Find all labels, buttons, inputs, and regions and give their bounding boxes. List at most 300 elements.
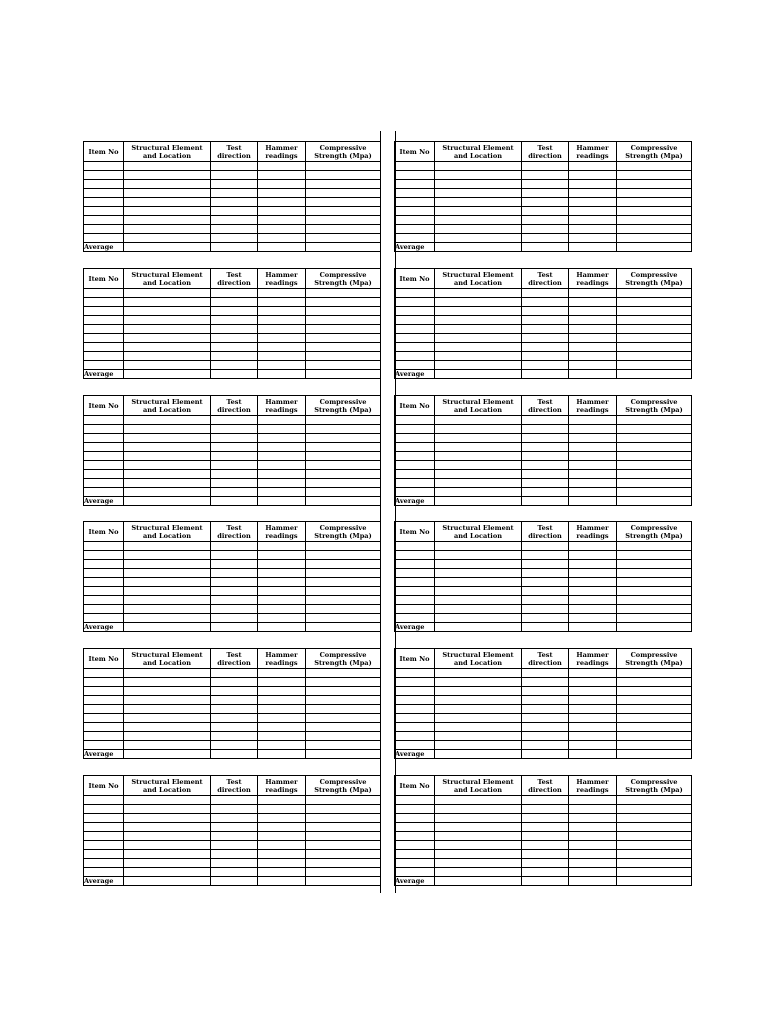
cell-hammer-readings[interactable] xyxy=(569,796,617,805)
cell-hammer-readings[interactable] xyxy=(258,225,306,234)
cell-item-no[interactable] xyxy=(84,569,124,578)
cell-test-direction[interactable] xyxy=(522,705,569,714)
cell-hammer-readings[interactable] xyxy=(569,614,617,623)
cell-item-no[interactable] xyxy=(84,714,124,723)
cell-structural-element[interactable] xyxy=(124,352,211,361)
cell-structural-element[interactable] xyxy=(435,352,522,361)
cell-compressive-strength[interactable] xyxy=(617,162,692,171)
cell-hammer-readings[interactable] xyxy=(258,723,306,732)
cell-test-direction[interactable] xyxy=(522,578,569,587)
cell-item-no[interactable] xyxy=(395,180,435,189)
cell-structural-element[interactable] xyxy=(435,307,522,316)
cell-test-direction[interactable] xyxy=(522,198,569,207)
cell-test-direction[interactable] xyxy=(211,569,258,578)
cell-test-direction[interactable] xyxy=(211,696,258,705)
cell-test-direction[interactable] xyxy=(211,551,258,560)
cell-compressive-strength[interactable] xyxy=(617,452,692,461)
cell-item-no[interactable] xyxy=(84,234,124,243)
cell-hammer-readings[interactable] xyxy=(258,334,306,343)
cell-compressive-strength[interactable] xyxy=(306,714,381,723)
cell-compressive-strength[interactable] xyxy=(306,470,381,479)
cell-item-no[interactable] xyxy=(84,832,124,841)
average-structural-element[interactable] xyxy=(124,243,211,252)
cell-item-no[interactable] xyxy=(395,569,435,578)
cell-structural-element[interactable] xyxy=(435,479,522,488)
cell-structural-element[interactable] xyxy=(124,569,211,578)
cell-compressive-strength[interactable] xyxy=(617,859,692,868)
cell-compressive-strength[interactable] xyxy=(306,479,381,488)
cell-compressive-strength[interactable] xyxy=(617,298,692,307)
cell-compressive-strength[interactable] xyxy=(306,678,381,687)
cell-item-no[interactable] xyxy=(395,225,435,234)
cell-compressive-strength[interactable] xyxy=(306,361,381,370)
cell-structural-element[interactable] xyxy=(124,479,211,488)
cell-structural-element[interactable] xyxy=(435,705,522,714)
cell-item-no[interactable] xyxy=(84,479,124,488)
cell-structural-element[interactable] xyxy=(435,741,522,750)
cell-hammer-readings[interactable] xyxy=(569,452,617,461)
cell-compressive-strength[interactable] xyxy=(617,325,692,334)
cell-structural-element[interactable] xyxy=(435,850,522,859)
cell-hammer-readings[interactable] xyxy=(569,352,617,361)
cell-test-direction[interactable] xyxy=(522,470,569,479)
cell-hammer-readings[interactable] xyxy=(258,714,306,723)
cell-test-direction[interactable] xyxy=(211,850,258,859)
average-structural-element[interactable] xyxy=(124,497,211,506)
cell-compressive-strength[interactable] xyxy=(617,434,692,443)
cell-item-no[interactable] xyxy=(395,343,435,352)
cell-test-direction[interactable] xyxy=(211,425,258,434)
cell-hammer-readings[interactable] xyxy=(258,470,306,479)
cell-item-no[interactable] xyxy=(395,859,435,868)
cell-structural-element[interactable] xyxy=(435,189,522,198)
cell-structural-element[interactable] xyxy=(124,289,211,298)
average-structural-element[interactable] xyxy=(124,750,211,759)
cell-item-no[interactable] xyxy=(395,687,435,696)
cell-item-no[interactable] xyxy=(395,298,435,307)
cell-hammer-readings[interactable] xyxy=(569,171,617,180)
average-compressive-strength[interactable] xyxy=(306,497,381,506)
cell-compressive-strength[interactable] xyxy=(617,823,692,832)
cell-test-direction[interactable] xyxy=(522,732,569,741)
cell-hammer-readings[interactable] xyxy=(569,307,617,316)
cell-compressive-strength[interactable] xyxy=(617,189,692,198)
cell-test-direction[interactable] xyxy=(522,307,569,316)
cell-compressive-strength[interactable] xyxy=(617,587,692,596)
cell-structural-element[interactable] xyxy=(435,434,522,443)
cell-hammer-readings[interactable] xyxy=(569,832,617,841)
cell-item-no[interactable] xyxy=(84,461,124,470)
cell-item-no[interactable] xyxy=(84,732,124,741)
average-test-direction[interactable] xyxy=(211,497,258,506)
cell-hammer-readings[interactable] xyxy=(569,587,617,596)
cell-structural-element[interactable] xyxy=(124,823,211,832)
cell-compressive-strength[interactable] xyxy=(306,705,381,714)
cell-structural-element[interactable] xyxy=(124,678,211,687)
cell-item-no[interactable] xyxy=(84,207,124,216)
cell-test-direction[interactable] xyxy=(522,461,569,470)
cell-test-direction[interactable] xyxy=(211,216,258,225)
cell-hammer-readings[interactable] xyxy=(258,560,306,569)
cell-compressive-strength[interactable] xyxy=(617,307,692,316)
cell-compressive-strength[interactable] xyxy=(306,180,381,189)
cell-compressive-strength[interactable] xyxy=(306,587,381,596)
cell-test-direction[interactable] xyxy=(211,832,258,841)
cell-test-direction[interactable] xyxy=(211,587,258,596)
cell-structural-element[interactable] xyxy=(124,216,211,225)
cell-item-no[interactable] xyxy=(84,805,124,814)
cell-hammer-readings[interactable] xyxy=(258,461,306,470)
cell-hammer-readings[interactable] xyxy=(258,171,306,180)
cell-structural-element[interactable] xyxy=(124,832,211,841)
cell-structural-element[interactable] xyxy=(124,316,211,325)
cell-item-no[interactable] xyxy=(84,488,124,497)
cell-compressive-strength[interactable] xyxy=(617,832,692,841)
cell-structural-element[interactable] xyxy=(124,732,211,741)
cell-test-direction[interactable] xyxy=(211,542,258,551)
cell-structural-element[interactable] xyxy=(435,488,522,497)
cell-test-direction[interactable] xyxy=(522,289,569,298)
cell-structural-element[interactable] xyxy=(435,343,522,352)
cell-hammer-readings[interactable] xyxy=(569,461,617,470)
cell-item-no[interactable] xyxy=(84,470,124,479)
cell-hammer-readings[interactable] xyxy=(258,361,306,370)
cell-structural-element[interactable] xyxy=(435,814,522,823)
cell-test-direction[interactable] xyxy=(211,605,258,614)
cell-test-direction[interactable] xyxy=(522,361,569,370)
cell-compressive-strength[interactable] xyxy=(306,850,381,859)
cell-structural-element[interactable] xyxy=(435,569,522,578)
average-test-direction[interactable] xyxy=(522,623,569,632)
cell-compressive-strength[interactable] xyxy=(617,578,692,587)
average-structural-element[interactable] xyxy=(435,877,522,886)
cell-hammer-readings[interactable] xyxy=(569,434,617,443)
cell-structural-element[interactable] xyxy=(435,216,522,225)
cell-compressive-strength[interactable] xyxy=(306,823,381,832)
cell-test-direction[interactable] xyxy=(522,162,569,171)
cell-test-direction[interactable] xyxy=(522,596,569,605)
cell-test-direction[interactable] xyxy=(522,714,569,723)
cell-structural-element[interactable] xyxy=(435,234,522,243)
cell-item-no[interactable] xyxy=(395,560,435,569)
cell-test-direction[interactable] xyxy=(211,823,258,832)
cell-structural-element[interactable] xyxy=(124,361,211,370)
average-structural-element[interactable] xyxy=(435,623,522,632)
cell-test-direction[interactable] xyxy=(211,578,258,587)
cell-hammer-readings[interactable] xyxy=(569,216,617,225)
cell-item-no[interactable] xyxy=(395,814,435,823)
cell-test-direction[interactable] xyxy=(211,678,258,687)
cell-structural-element[interactable] xyxy=(124,850,211,859)
cell-hammer-readings[interactable] xyxy=(258,678,306,687)
cell-compressive-strength[interactable] xyxy=(617,352,692,361)
cell-hammer-readings[interactable] xyxy=(569,225,617,234)
cell-structural-element[interactable] xyxy=(124,587,211,596)
cell-hammer-readings[interactable] xyxy=(258,823,306,832)
cell-hammer-readings[interactable] xyxy=(569,162,617,171)
average-compressive-strength[interactable] xyxy=(306,243,381,252)
cell-hammer-readings[interactable] xyxy=(569,198,617,207)
cell-hammer-readings[interactable] xyxy=(258,814,306,823)
cell-structural-element[interactable] xyxy=(124,452,211,461)
cell-item-no[interactable] xyxy=(395,198,435,207)
cell-item-no[interactable] xyxy=(395,416,435,425)
cell-item-no[interactable] xyxy=(84,307,124,316)
cell-hammer-readings[interactable] xyxy=(258,805,306,814)
cell-test-direction[interactable] xyxy=(522,180,569,189)
cell-hammer-readings[interactable] xyxy=(569,732,617,741)
average-hammer-readings[interactable] xyxy=(569,750,617,759)
cell-structural-element[interactable] xyxy=(124,714,211,723)
cell-hammer-readings[interactable] xyxy=(258,587,306,596)
cell-test-direction[interactable] xyxy=(522,452,569,461)
cell-item-no[interactable] xyxy=(395,705,435,714)
cell-item-no[interactable] xyxy=(84,578,124,587)
cell-compressive-strength[interactable] xyxy=(617,696,692,705)
cell-hammer-readings[interactable] xyxy=(258,705,306,714)
cell-item-no[interactable] xyxy=(395,741,435,750)
cell-structural-element[interactable] xyxy=(435,841,522,850)
cell-test-direction[interactable] xyxy=(522,551,569,560)
cell-hammer-readings[interactable] xyxy=(569,669,617,678)
cell-structural-element[interactable] xyxy=(435,316,522,325)
cell-item-no[interactable] xyxy=(395,732,435,741)
cell-hammer-readings[interactable] xyxy=(569,805,617,814)
cell-test-direction[interactable] xyxy=(211,334,258,343)
cell-item-no[interactable] xyxy=(395,488,435,497)
cell-compressive-strength[interactable] xyxy=(617,669,692,678)
cell-hammer-readings[interactable] xyxy=(569,207,617,216)
cell-item-no[interactable] xyxy=(84,705,124,714)
cell-item-no[interactable] xyxy=(395,587,435,596)
cell-test-direction[interactable] xyxy=(522,841,569,850)
cell-compressive-strength[interactable] xyxy=(306,452,381,461)
cell-structural-element[interactable] xyxy=(124,443,211,452)
cell-hammer-readings[interactable] xyxy=(569,823,617,832)
cell-test-direction[interactable] xyxy=(211,596,258,605)
cell-compressive-strength[interactable] xyxy=(306,207,381,216)
cell-test-direction[interactable] xyxy=(522,542,569,551)
cell-compressive-strength[interactable] xyxy=(306,551,381,560)
average-compressive-strength[interactable] xyxy=(306,750,381,759)
cell-structural-element[interactable] xyxy=(124,814,211,823)
average-hammer-readings[interactable] xyxy=(569,497,617,506)
cell-compressive-strength[interactable] xyxy=(306,605,381,614)
average-hammer-readings[interactable] xyxy=(258,750,306,759)
cell-hammer-readings[interactable] xyxy=(258,868,306,877)
cell-test-direction[interactable] xyxy=(211,416,258,425)
cell-hammer-readings[interactable] xyxy=(569,234,617,243)
average-hammer-readings[interactable] xyxy=(258,877,306,886)
cell-compressive-strength[interactable] xyxy=(306,578,381,587)
cell-hammer-readings[interactable] xyxy=(569,723,617,732)
cell-structural-element[interactable] xyxy=(435,578,522,587)
cell-item-no[interactable] xyxy=(395,470,435,479)
cell-hammer-readings[interactable] xyxy=(569,316,617,325)
cell-hammer-readings[interactable] xyxy=(569,850,617,859)
cell-structural-element[interactable] xyxy=(435,416,522,425)
cell-compressive-strength[interactable] xyxy=(617,542,692,551)
cell-item-no[interactable] xyxy=(84,814,124,823)
cell-structural-element[interactable] xyxy=(435,207,522,216)
average-hammer-readings[interactable] xyxy=(258,370,306,379)
cell-compressive-strength[interactable] xyxy=(306,542,381,551)
cell-item-no[interactable] xyxy=(395,542,435,551)
cell-compressive-strength[interactable] xyxy=(617,180,692,189)
cell-hammer-readings[interactable] xyxy=(258,479,306,488)
cell-structural-element[interactable] xyxy=(435,551,522,560)
cell-structural-element[interactable] xyxy=(435,823,522,832)
cell-item-no[interactable] xyxy=(395,823,435,832)
cell-test-direction[interactable] xyxy=(211,343,258,352)
average-hammer-readings[interactable] xyxy=(569,370,617,379)
cell-structural-element[interactable] xyxy=(435,796,522,805)
cell-test-direction[interactable] xyxy=(522,741,569,750)
cell-item-no[interactable] xyxy=(395,596,435,605)
cell-compressive-strength[interactable] xyxy=(306,298,381,307)
cell-test-direction[interactable] xyxy=(522,560,569,569)
cell-structural-element[interactable] xyxy=(435,289,522,298)
cell-test-direction[interactable] xyxy=(522,678,569,687)
cell-hammer-readings[interactable] xyxy=(258,289,306,298)
cell-compressive-strength[interactable] xyxy=(617,334,692,343)
cell-structural-element[interactable] xyxy=(435,669,522,678)
cell-test-direction[interactable] xyxy=(211,687,258,696)
cell-compressive-strength[interactable] xyxy=(617,705,692,714)
cell-test-direction[interactable] xyxy=(522,569,569,578)
cell-test-direction[interactable] xyxy=(211,805,258,814)
cell-compressive-strength[interactable] xyxy=(306,425,381,434)
cell-item-no[interactable] xyxy=(395,850,435,859)
cell-test-direction[interactable] xyxy=(211,361,258,370)
cell-test-direction[interactable] xyxy=(522,823,569,832)
cell-structural-element[interactable] xyxy=(124,207,211,216)
cell-item-no[interactable] xyxy=(395,868,435,877)
cell-compressive-strength[interactable] xyxy=(617,814,692,823)
cell-test-direction[interactable] xyxy=(522,868,569,877)
cell-hammer-readings[interactable] xyxy=(258,578,306,587)
cell-structural-element[interactable] xyxy=(124,198,211,207)
cell-item-no[interactable] xyxy=(84,198,124,207)
cell-structural-element[interactable] xyxy=(435,334,522,343)
average-compressive-strength[interactable] xyxy=(617,243,692,252)
average-compressive-strength[interactable] xyxy=(617,370,692,379)
average-compressive-strength[interactable] xyxy=(306,623,381,632)
cell-item-no[interactable] xyxy=(84,316,124,325)
average-test-direction[interactable] xyxy=(211,243,258,252)
cell-item-no[interactable] xyxy=(395,723,435,732)
average-test-direction[interactable] xyxy=(211,370,258,379)
cell-test-direction[interactable] xyxy=(211,479,258,488)
cell-item-no[interactable] xyxy=(84,542,124,551)
cell-hammer-readings[interactable] xyxy=(258,859,306,868)
cell-item-no[interactable] xyxy=(395,461,435,470)
cell-item-no[interactable] xyxy=(84,443,124,452)
cell-item-no[interactable] xyxy=(84,361,124,370)
cell-test-direction[interactable] xyxy=(211,434,258,443)
cell-hammer-readings[interactable] xyxy=(258,605,306,614)
cell-compressive-strength[interactable] xyxy=(617,461,692,470)
cell-item-no[interactable] xyxy=(395,216,435,225)
cell-compressive-strength[interactable] xyxy=(306,325,381,334)
cell-structural-element[interactable] xyxy=(435,325,522,334)
cell-compressive-strength[interactable] xyxy=(306,859,381,868)
cell-compressive-strength[interactable] xyxy=(306,741,381,750)
cell-item-no[interactable] xyxy=(395,234,435,243)
cell-item-no[interactable] xyxy=(84,180,124,189)
cell-item-no[interactable] xyxy=(84,614,124,623)
cell-compressive-strength[interactable] xyxy=(617,234,692,243)
average-structural-element[interactable] xyxy=(435,497,522,506)
cell-item-no[interactable] xyxy=(395,443,435,452)
cell-compressive-strength[interactable] xyxy=(306,732,381,741)
cell-compressive-strength[interactable] xyxy=(306,198,381,207)
cell-structural-element[interactable] xyxy=(124,307,211,316)
cell-hammer-readings[interactable] xyxy=(258,687,306,696)
cell-hammer-readings[interactable] xyxy=(258,614,306,623)
cell-hammer-readings[interactable] xyxy=(569,334,617,343)
cell-hammer-readings[interactable] xyxy=(258,434,306,443)
cell-test-direction[interactable] xyxy=(522,352,569,361)
cell-hammer-readings[interactable] xyxy=(569,560,617,569)
cell-structural-element[interactable] xyxy=(124,551,211,560)
cell-structural-element[interactable] xyxy=(124,325,211,334)
cell-structural-element[interactable] xyxy=(435,696,522,705)
cell-compressive-strength[interactable] xyxy=(306,289,381,298)
cell-compressive-strength[interactable] xyxy=(617,614,692,623)
cell-test-direction[interactable] xyxy=(522,614,569,623)
cell-item-no[interactable] xyxy=(84,868,124,877)
cell-structural-element[interactable] xyxy=(124,434,211,443)
cell-structural-element[interactable] xyxy=(435,198,522,207)
cell-hammer-readings[interactable] xyxy=(569,741,617,750)
cell-item-no[interactable] xyxy=(84,560,124,569)
cell-hammer-readings[interactable] xyxy=(258,796,306,805)
cell-item-no[interactable] xyxy=(395,832,435,841)
cell-item-no[interactable] xyxy=(84,325,124,334)
cell-compressive-strength[interactable] xyxy=(617,361,692,370)
cell-hammer-readings[interactable] xyxy=(258,207,306,216)
cell-item-no[interactable] xyxy=(395,714,435,723)
cell-item-no[interactable] xyxy=(84,551,124,560)
cell-test-direction[interactable] xyxy=(522,859,569,868)
cell-compressive-strength[interactable] xyxy=(306,560,381,569)
cell-item-no[interactable] xyxy=(84,434,124,443)
cell-test-direction[interactable] xyxy=(522,225,569,234)
cell-hammer-readings[interactable] xyxy=(258,307,306,316)
cell-hammer-readings[interactable] xyxy=(569,542,617,551)
cell-structural-element[interactable] xyxy=(124,225,211,234)
cell-item-no[interactable] xyxy=(84,587,124,596)
cell-item-no[interactable] xyxy=(84,859,124,868)
average-compressive-strength[interactable] xyxy=(617,750,692,759)
cell-item-no[interactable] xyxy=(395,479,435,488)
cell-item-no[interactable] xyxy=(395,361,435,370)
cell-test-direction[interactable] xyxy=(522,216,569,225)
cell-compressive-strength[interactable] xyxy=(617,732,692,741)
average-test-direction[interactable] xyxy=(211,750,258,759)
cell-test-direction[interactable] xyxy=(211,461,258,470)
cell-hammer-readings[interactable] xyxy=(569,841,617,850)
cell-item-no[interactable] xyxy=(84,841,124,850)
cell-structural-element[interactable] xyxy=(435,596,522,605)
cell-test-direction[interactable] xyxy=(211,723,258,732)
cell-structural-element[interactable] xyxy=(435,461,522,470)
cell-structural-element[interactable] xyxy=(124,868,211,877)
cell-structural-element[interactable] xyxy=(124,234,211,243)
cell-item-no[interactable] xyxy=(395,162,435,171)
cell-test-direction[interactable] xyxy=(211,560,258,569)
